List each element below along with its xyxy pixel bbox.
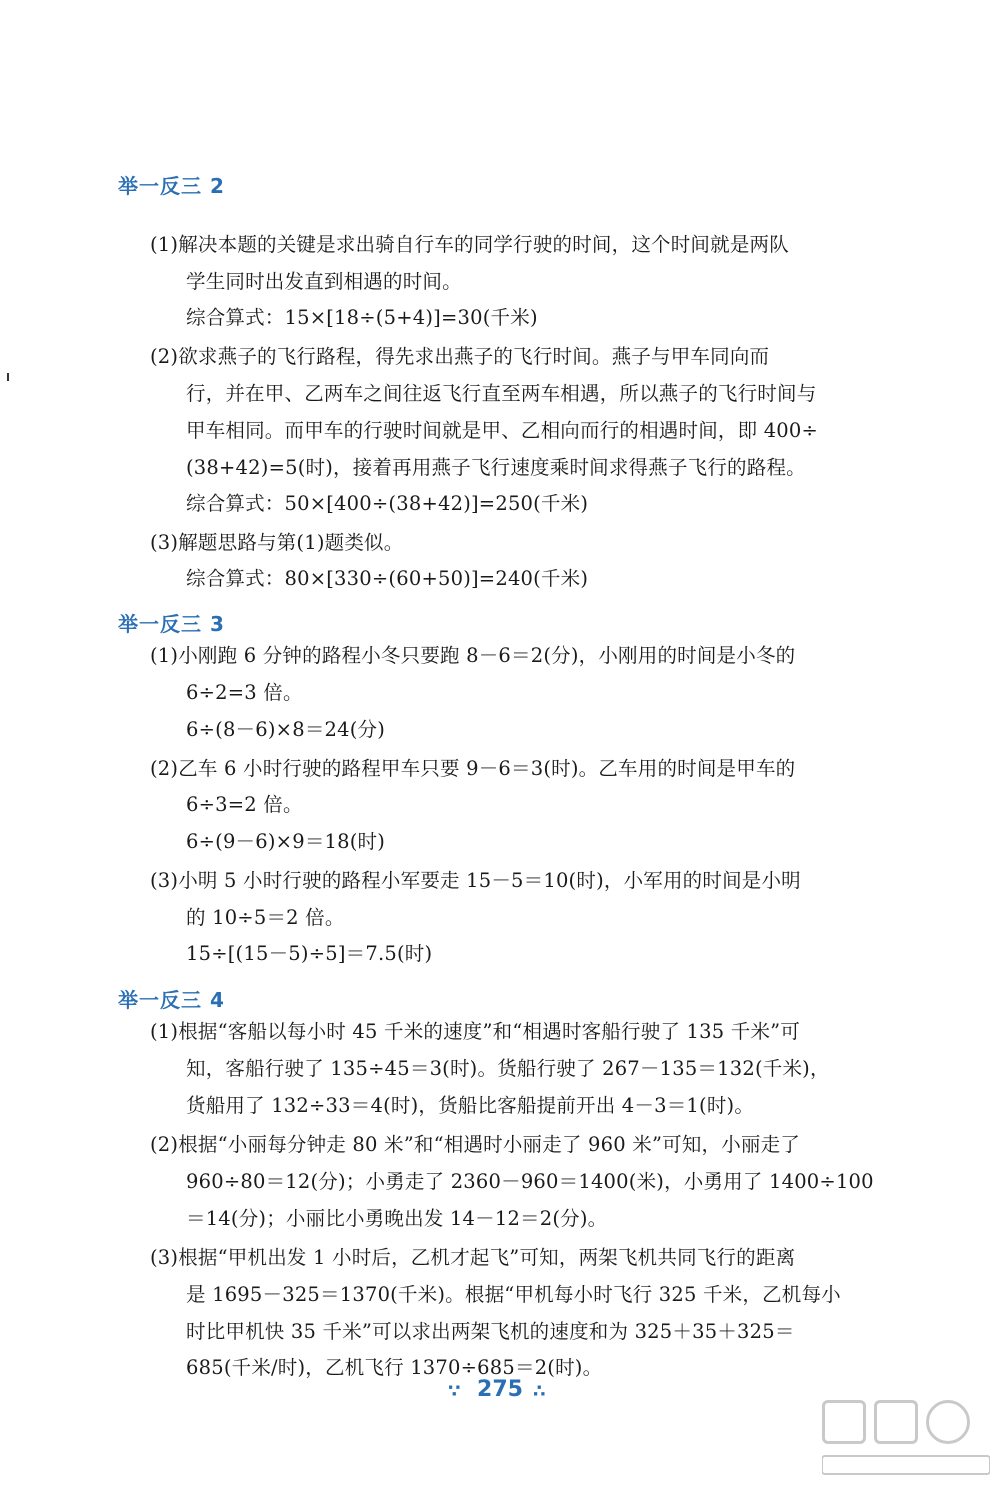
text-line: (1)小刚跑 6 分钟的路程小冬只要跑 8－6＝2(分)，小刚用的时间是小冬的 <box>150 644 796 667</box>
text-line: 知，客船行驶了 135÷45＝3(时)。货船行驶了 267－135＝132(千米)， <box>186 1057 830 1080</box>
watermark-circle-icon <box>926 1400 970 1444</box>
text-line: (3)根据“甲机出发 1 小时后，乙机才起飞”可知，两架飞机共同飞行的距离 <box>150 1246 796 1269</box>
margin-mark <box>7 373 9 381</box>
text-line: 时比甲机快 35 千米”可以求出两架飞机的速度和为 325＋35＋325＝ <box>186 1320 795 1343</box>
page-number-dots-right: ∴ <box>533 1381 546 1402</box>
text-line: ＝14(分)；小丽比小勇晚出发 14－12＝2(分)。 <box>186 1207 608 1230</box>
text-line: 6÷2=3 倍。 <box>186 681 303 704</box>
section-heading: 举一反三 2 <box>118 174 225 198</box>
section-heading: 举一反三 3 <box>118 612 225 636</box>
formula-line: 6÷(8－6)×8＝24(分) <box>186 718 386 741</box>
text-line: 甲车相同。而甲车的行驶时间就是甲、乙相向而行的相遇时间，即 400÷ <box>186 419 819 442</box>
watermark-logo <box>822 1400 990 1480</box>
text-line: 是 1695－325＝1370(千米)。根据“甲机每小时飞行 325 千米，乙机每小 <box>186 1283 841 1306</box>
formula-line: 综合算式：80×[330÷(60+50)]=240(千米) <box>186 567 589 590</box>
watermark-url-graphic <box>822 1450 990 1480</box>
section-heading: 举一反三 4 <box>118 988 225 1012</box>
text-line: (2)欲求燕子的飞行路程，得先求出燕子的飞行时间。燕子与甲车同向而 <box>150 345 770 368</box>
text-line: 的 10÷5＝2 倍。 <box>186 906 345 929</box>
text-line: 行，并在甲、乙两车之间往返飞行直至两车相遇，所以燕子的飞行时间与 <box>186 382 817 405</box>
watermark-box-icon <box>874 1400 918 1444</box>
text-line: 货船用了 132÷33＝4(时)，货船比客船提前开出 4－3＝1(时)。 <box>186 1094 755 1117</box>
text-line: (3)小明 5 小时行驶的路程小军要走 15－5＝10(时)，小军用的时间是小明 <box>150 869 801 892</box>
formula-line: 6÷(9－6)×9＝18(时) <box>186 830 386 853</box>
text-line: (2)根据“小丽每分钟走 80 米”和“相遇时小丽走了 960 米”可知，小丽走了 <box>150 1133 801 1156</box>
text-line: (38+42)=5(时)，接着再用燕子飞行速度乘时间求得燕子飞行的路程。 <box>186 456 806 479</box>
text-line: 960÷80＝12(分)；小勇走了 2360－960＝1400(米)，小勇用了 1400÷100 <box>186 1170 874 1193</box>
formula-line: 综合算式：15×[18÷(5+4)]=30(千米) <box>186 306 538 329</box>
page-number: 275 <box>477 1377 523 1402</box>
text-line: 6÷3=2 倍。 <box>186 793 303 816</box>
text-line: 685(千米/时)，乙机飞行 1370÷685＝2(时)。 <box>186 1356 603 1379</box>
formula-line: 综合算式：50×[400÷(38+42)]=250(千米) <box>186 492 589 515</box>
text-line: (2)乙车 6 小时行驶的路程甲车只要 9－6＝3(时)。乙车用的时间是甲车的 <box>150 757 796 780</box>
text-line: (1)根据“客船以每小时 45 千米的速度”和“相遇时客船行驶了 135 千米”可 <box>150 1020 801 1043</box>
watermark-box-icon <box>822 1400 866 1444</box>
page-number-dots-left: ∵ <box>448 1381 461 1402</box>
text-line: (3)解题思路与第(1)题类似。 <box>150 531 404 554</box>
text-line: 学生同时出发直到相遇的时间。 <box>186 270 462 293</box>
text-line: (1)解决本题的关键是求出骑自行车的同学行驶的时间，这个时间就是两队 <box>150 233 789 256</box>
formula-line: 15÷[(15－5)÷5]＝7.5(时) <box>186 942 433 965</box>
